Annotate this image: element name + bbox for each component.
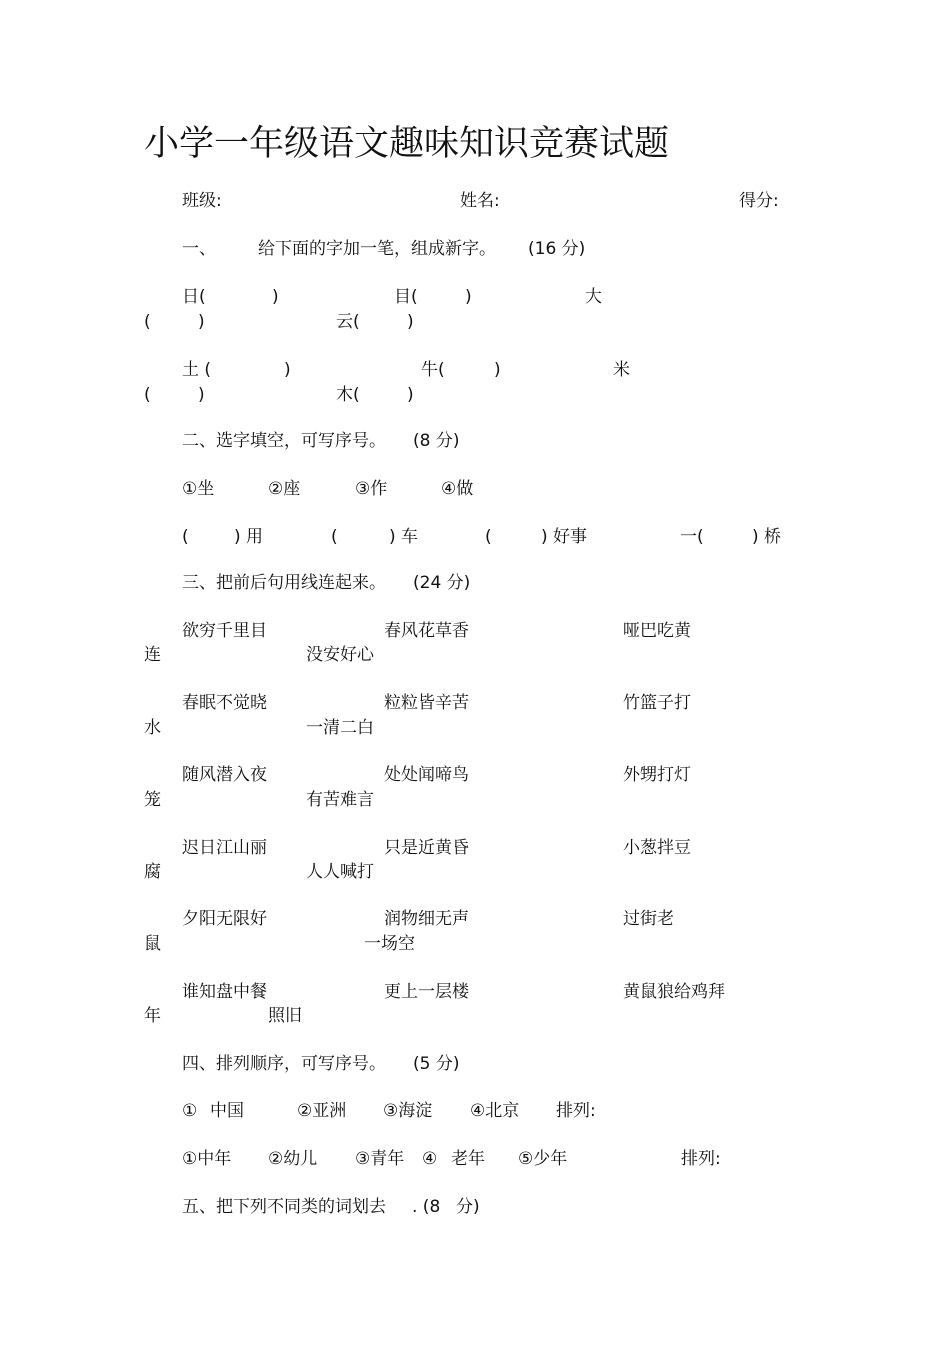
match-item-d: 有苦难言 [306,790,374,810]
order-option: 中国 [210,1101,244,1121]
match-item-b: 粒粒皆辛苦 [384,693,469,713]
section2-blank-text: ) 车 [389,527,419,547]
section2-heading: 二、选字填空，可写序号。 [182,431,386,451]
section1-blank-text: ( [144,385,151,405]
match-item-c: 外甥打灯 [623,765,691,785]
match-item-b: 润物细无声 [384,909,469,929]
match-item-b: 只是近黄昏 [384,838,469,858]
section2-blank-text: 一( [680,527,704,547]
section1-points: (16 分) [528,239,586,259]
section4-points: (5 分) [413,1054,460,1074]
match-item-c-cont: 年 [144,1006,161,1026]
order-option: ②幼儿 [268,1149,318,1169]
section2-blank-text: ( [485,527,492,547]
section1-blank-text: 云( [336,312,360,332]
section3-points: (24 分) [413,573,471,593]
match-item-c-cont: 鼠 [144,934,161,954]
order-option: ④ [422,1149,438,1169]
order-answer-label: 排列: [681,1149,721,1169]
section2-option: ②座 [268,479,301,499]
match-item-c-cont: 腐 [144,862,161,882]
class-label: 班级: [182,191,222,211]
section1-blank-text: ) [198,312,205,332]
match-item-c: 小葱拌豆 [623,838,691,858]
section1-heading: 给下面的字加一笔，组成新字。 [258,239,496,259]
order-answer-label: 排列: [556,1101,596,1121]
section1-blank-text: ) [407,312,414,332]
section2-blank-text: ) 用 [234,527,264,547]
match-item-c-cont: 水 [144,718,161,738]
section1-blank-text: ) [198,385,205,405]
section2-option: ④做 [441,479,474,499]
match-item-a: 迟日江山丽 [182,838,267,858]
page-title: 小学一年级语文趣味知识竞赛试题 [144,124,670,164]
section1-blank-text: 日( [182,287,206,307]
order-option: ③青年 [355,1149,405,1169]
match-item-d: 一清二白 [306,718,374,738]
section1-blank-text: ) [284,360,291,380]
section1-blank-text: 目( [394,287,418,307]
section1-blank-text: 土 ( [182,360,212,380]
order-option: ③海淀 [383,1101,433,1121]
section1-heading-number: 一、 [182,239,216,259]
match-item-a: 谁知盘中餐 [182,982,267,1002]
section1-blank-text: ) [407,385,414,405]
section1-blank-text: 大 [585,287,602,307]
section2-blank-text: ) 好事 [541,527,588,547]
section5-points-unit: 分) [456,1197,480,1217]
section1-blank-text: ) [272,287,279,307]
match-item-d: 没安好心 [306,645,374,665]
section2-blank-text: ( [331,527,338,547]
match-item-a: 随风潜入夜 [182,765,267,785]
section2-points: (8 分) [413,431,460,451]
match-item-d: 一场空 [364,934,415,954]
match-item-c: 竹篮子打 [623,693,691,713]
section3-heading: 三、把前后句用线连起来。 [182,573,386,593]
score-label: 得分: [739,191,779,211]
match-item-c-cont: 连 [144,645,161,665]
section2-blank-text: ( [182,527,189,547]
match-item-b: 春风花草香 [384,621,469,641]
section1-blank-text: 木( [336,385,360,405]
section1-blank-text: 米 [613,360,630,380]
match-item-c: 过街老 [623,909,674,929]
match-item-a: 欲穷千里目 [182,621,267,641]
name-label: 姓名: [460,191,500,211]
match-item-a: 春眠不觉晓 [182,693,267,713]
match-item-c-cont: 笼 [144,790,161,810]
section2-option: ①坐 [182,479,215,499]
section1-blank-text: ( [144,312,151,332]
section2-blank-text: ) 桥 [752,527,782,547]
match-item-b: 处处闻啼鸟 [384,765,469,785]
match-item-a: 夕阳无限好 [182,909,267,929]
match-item-d: 照旧 [268,1006,302,1026]
order-option: ① [182,1101,198,1121]
section1-blank-text: 牛( [421,360,445,380]
section5-points: . (8 [412,1197,441,1217]
match-item-b: 更上一层楼 [384,982,469,1002]
section4-heading: 四、排列顺序，可写序号。 [182,1054,386,1074]
section1-blank-text: ) [465,287,472,307]
match-item-c: 哑巴吃黄 [623,621,691,641]
order-option: ②亚洲 [297,1101,347,1121]
match-item-d: 人人喊打 [306,862,374,882]
section5-heading: 五、把下列不同类的词划去 [182,1197,386,1217]
section2-option: ③作 [355,479,388,499]
section1-blank-text: ) [494,360,501,380]
order-option: ①中年 [182,1149,232,1169]
order-option: ⑤少年 [518,1149,568,1169]
order-option: ④北京 [470,1101,520,1121]
match-item-c: 黄鼠狼给鸡拜 [623,982,725,1002]
order-option: 老年 [451,1149,485,1169]
